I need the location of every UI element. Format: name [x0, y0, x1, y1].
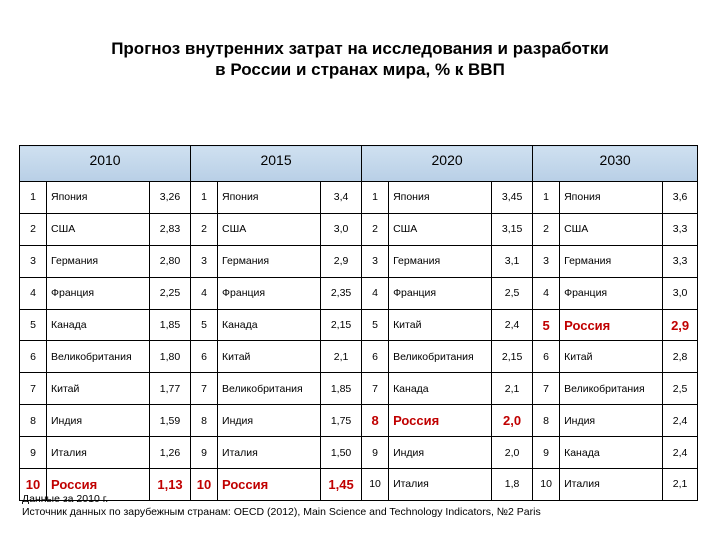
value-cell: 3,4: [321, 182, 362, 214]
country-cell: Индия: [560, 405, 663, 437]
rank-cell: 7: [362, 373, 389, 405]
country-cell: Япония: [560, 182, 663, 214]
value-cell: 2,35: [321, 277, 362, 309]
value-cell: 1,50: [321, 437, 362, 469]
value-cell: 2,4: [492, 309, 533, 341]
rank-cell: 4: [362, 277, 389, 309]
rd-forecast-table: [19, 145, 698, 501]
country-cell: Франция: [47, 277, 150, 309]
country-cell: Италия: [218, 437, 321, 469]
value-cell: 2,9: [663, 309, 698, 341]
value-cell: 2,5: [492, 277, 533, 309]
rank-cell: 9: [533, 437, 560, 469]
country-cell: Италия: [47, 437, 150, 469]
country-cell: Китай: [560, 341, 663, 373]
rank-cell: 10: [191, 469, 218, 501]
footnote-source: Источник данных по зарубежным странам: OECD (2012), Main Science and Technology Indicators, №2 Paris: [22, 506, 541, 518]
country-cell: Германия: [389, 245, 492, 277]
table-row: [20, 341, 698, 373]
rank-cell: 8: [191, 405, 218, 437]
value-cell: 1,77: [150, 373, 191, 405]
country-cell: Индия: [389, 437, 492, 469]
rank-cell: 9: [191, 437, 218, 469]
rank-cell: 1: [191, 182, 218, 214]
table-row: [20, 245, 698, 277]
value-cell: 1,45: [321, 469, 362, 501]
rank-cell: 9: [362, 437, 389, 469]
rank-cell: 5: [20, 309, 47, 341]
rank-cell: 5: [362, 309, 389, 341]
country-cell: Великобритания: [218, 373, 321, 405]
table-row: [20, 277, 698, 309]
rank-cell: 9: [20, 437, 47, 469]
footnote-data-year: Данные за 2010 г.: [22, 493, 109, 505]
country-cell: Канада: [218, 309, 321, 341]
rank-cell: 3: [191, 245, 218, 277]
country-cell: Германия: [218, 245, 321, 277]
country-cell: Россия: [389, 405, 492, 437]
rank-cell: 4: [20, 277, 47, 309]
value-cell: 1,8: [492, 469, 533, 501]
country-cell: Япония: [218, 182, 321, 214]
country-cell: Германия: [47, 245, 150, 277]
rank-cell: 7: [20, 373, 47, 405]
value-cell: 3,3: [663, 213, 698, 245]
value-cell: 2,83: [150, 213, 191, 245]
value-cell: 2,4: [663, 437, 698, 469]
rank-cell: 6: [191, 341, 218, 373]
year-header: 2030: [533, 146, 698, 182]
value-cell: 3,6: [663, 182, 698, 214]
rank-cell: 2: [533, 213, 560, 245]
table-row: [20, 405, 698, 437]
rank-cell: 2: [191, 213, 218, 245]
value-cell: 2,8: [663, 341, 698, 373]
value-cell: 2,15: [321, 309, 362, 341]
country-cell: Франция: [560, 277, 663, 309]
rank-cell: 4: [191, 277, 218, 309]
title-line-2: в России и странах мира, % к ВВП: [215, 60, 505, 79]
footnotes: [22, 493, 541, 519]
country-cell: США: [560, 213, 663, 245]
value-cell: 1,85: [150, 309, 191, 341]
year-header-row: [20, 146, 698, 182]
rank-cell: 10: [20, 469, 47, 501]
value-cell: 1,26: [150, 437, 191, 469]
value-cell: 1,13: [150, 469, 191, 501]
rank-cell: 1: [20, 182, 47, 214]
rank-cell: 5: [191, 309, 218, 341]
rank-cell: 6: [20, 341, 47, 373]
table-row: [20, 213, 698, 245]
value-cell: 2,15: [492, 341, 533, 373]
country-cell: Германия: [560, 245, 663, 277]
year-header: 2020: [362, 146, 533, 182]
rank-cell: 3: [362, 245, 389, 277]
rank-cell: 8: [20, 405, 47, 437]
value-cell: 2,9: [321, 245, 362, 277]
country-cell: Великобритания: [389, 341, 492, 373]
rank-cell: 2: [362, 213, 389, 245]
year-header: 2010: [20, 146, 191, 182]
rank-cell: 8: [533, 405, 560, 437]
table-row: [20, 373, 698, 405]
value-cell: 2,0: [492, 405, 533, 437]
country-cell: Италия: [389, 469, 492, 501]
country-cell: Великобритания: [47, 341, 150, 373]
country-cell: США: [47, 213, 150, 245]
rank-cell: 1: [533, 182, 560, 214]
rank-cell: 2: [20, 213, 47, 245]
rank-cell: 6: [533, 341, 560, 373]
value-cell: 2,0: [492, 437, 533, 469]
country-cell: Индия: [218, 405, 321, 437]
value-cell: 1,59: [150, 405, 191, 437]
value-cell: 3,1: [492, 245, 533, 277]
value-cell: 2,4: [663, 405, 698, 437]
country-cell: Франция: [218, 277, 321, 309]
value-cell: 1,85: [321, 373, 362, 405]
country-cell: Канада: [560, 437, 663, 469]
country-cell: США: [218, 213, 321, 245]
country-cell: Россия: [218, 469, 321, 501]
country-cell: Китай: [47, 373, 150, 405]
value-cell: 3,0: [663, 277, 698, 309]
country-cell: Китай: [218, 341, 321, 373]
rank-cell: 7: [191, 373, 218, 405]
rank-cell: 3: [20, 245, 47, 277]
country-cell: Великобритания: [560, 373, 663, 405]
rank-cell: 3: [533, 245, 560, 277]
country-cell: США: [389, 213, 492, 245]
year-header: 2015: [191, 146, 362, 182]
country-cell: Италия: [560, 469, 663, 501]
rank-cell: 10: [362, 469, 389, 501]
value-cell: 2,1: [492, 373, 533, 405]
table-row: [20, 437, 698, 469]
country-cell: Россия: [560, 309, 663, 341]
table-row: [20, 182, 698, 214]
rank-cell: 6: [362, 341, 389, 373]
value-cell: 3,26: [150, 182, 191, 214]
rank-cell: 7: [533, 373, 560, 405]
value-cell: 3,0: [321, 213, 362, 245]
country-cell: Франция: [389, 277, 492, 309]
rank-cell: 5: [533, 309, 560, 341]
value-cell: 3,15: [492, 213, 533, 245]
rank-cell: 8: [362, 405, 389, 437]
country-cell: Япония: [389, 182, 492, 214]
value-cell: 2,80: [150, 245, 191, 277]
table-row: [20, 309, 698, 341]
country-cell: Индия: [47, 405, 150, 437]
value-cell: 3,3: [663, 245, 698, 277]
value-cell: 1,75: [321, 405, 362, 437]
rank-cell: 10: [533, 469, 560, 501]
title-line-1: Прогноз внутренних затрат на исследования и разработки: [111, 39, 609, 58]
country-cell: Япония: [47, 182, 150, 214]
country-cell: Китай: [389, 309, 492, 341]
country-cell: Россия: [47, 469, 150, 501]
value-cell: 2,25: [150, 277, 191, 309]
value-cell: 3,45: [492, 182, 533, 214]
value-cell: 2,1: [663, 469, 698, 501]
value-cell: 2,5: [663, 373, 698, 405]
rank-cell: 1: [362, 182, 389, 214]
rank-cell: 4: [533, 277, 560, 309]
country-cell: Канада: [47, 309, 150, 341]
page-title: [0, 38, 720, 80]
value-cell: 2,1: [321, 341, 362, 373]
country-cell: Канада: [389, 373, 492, 405]
value-cell: 1,80: [150, 341, 191, 373]
